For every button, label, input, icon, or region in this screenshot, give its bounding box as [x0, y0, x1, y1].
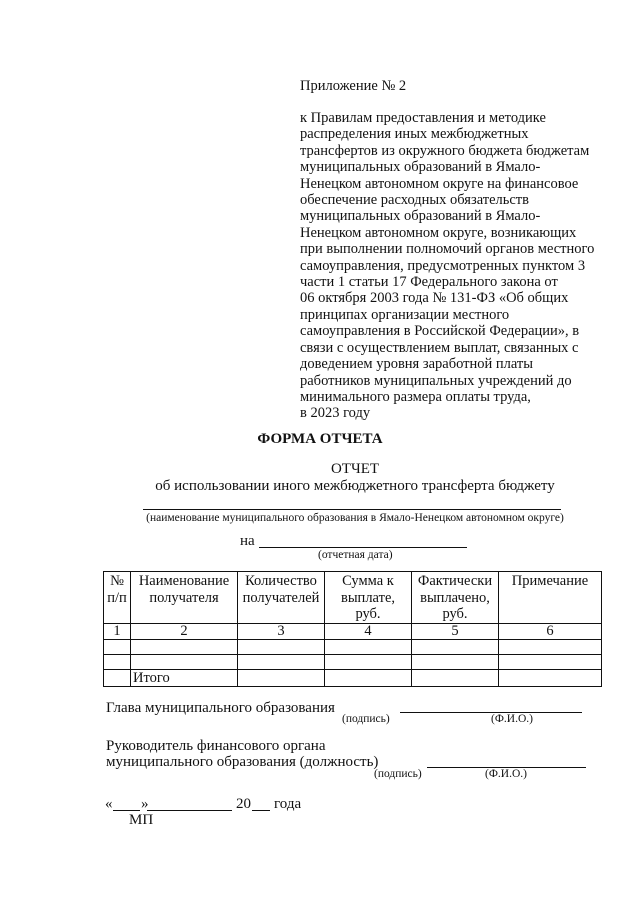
appendix-line: распределения иных межбюджетных [300, 126, 529, 143]
table-cell[interactable] [238, 639, 325, 654]
appendix-line: 06 октября 2003 года № 131-ФЗ «Об общих [300, 290, 569, 307]
appendix-line: работников муниципальных учреждений до [300, 372, 572, 389]
col-header-count: Количество получателей [238, 572, 325, 624]
table-cell[interactable] [325, 639, 412, 654]
appendix-line: доведением уровня заработной платы [300, 356, 534, 373]
table-row [104, 654, 602, 669]
appendix-title: Приложение № 2 [300, 78, 407, 94]
table-row [104, 639, 602, 654]
stamp-label: МП [129, 812, 154, 828]
year-prefix: 20 [236, 796, 251, 812]
column-number: 5 [412, 623, 499, 639]
report-date-line [259, 547, 467, 548]
col-header-amount-due: Сумма к выплате, руб. [325, 572, 412, 624]
table-cell[interactable] [238, 654, 325, 669]
table-cell[interactable] [104, 669, 131, 687]
table-cell[interactable] [131, 639, 238, 654]
finance-name-caption: (Ф.И.О.) [485, 768, 527, 780]
table-cell[interactable] [104, 654, 131, 669]
appendix-line: муниципальных образований в Ямало- [300, 208, 541, 225]
column-number: 3 [238, 623, 325, 639]
head-signature-caption: (подпись) [342, 713, 390, 725]
table-cell[interactable] [325, 669, 412, 687]
total-label: Итого [131, 669, 238, 687]
appendix-line: к Правилам предоставления и методике [300, 110, 546, 126]
appendix-line: принципах организации местного [300, 306, 510, 323]
table-cell[interactable] [325, 654, 412, 669]
date-open-quote: « [105, 796, 113, 812]
appendix-line: трансфертов из окружного бюджета бюджетам [300, 142, 590, 159]
table-cell[interactable] [238, 669, 325, 687]
day-line [113, 810, 140, 811]
appendix-line: Ненецком автономном округе, возникающих [300, 224, 577, 241]
appendix-line: муниципальных образований в Ямало- [300, 159, 541, 176]
month-line [147, 810, 232, 811]
report-date-caption: (отчетная дата) [318, 549, 393, 561]
table-cell[interactable] [412, 669, 499, 687]
appendix-line: части 1 статьи 17 Федерального закона от [300, 274, 558, 291]
appendix-line: в 2023 году [300, 405, 371, 422]
column-number: 4 [325, 623, 412, 639]
table-total-row [104, 669, 602, 687]
table-header-row [104, 572, 602, 624]
appendix-line: самоуправления, предусмотренных пунктом 3 [300, 257, 586, 274]
table-cell[interactable] [412, 654, 499, 669]
head-label: Глава муниципального образования [106, 700, 335, 716]
column-number: 1 [104, 623, 131, 639]
date-close-quote: » [141, 796, 149, 812]
year-line [252, 810, 270, 811]
col-header-amount-paid: Фактически выплачено, руб. [412, 572, 499, 624]
appendix-line: самоуправления в Российской Федерации», в [300, 323, 580, 340]
table-number-row [104, 623, 602, 639]
form-title: ФОРМА ОТЧЕТА [257, 431, 383, 447]
table-cell[interactable] [499, 639, 602, 654]
table-cell[interactable] [499, 669, 602, 687]
finance-head-label: Руководитель финансового органа [106, 738, 326, 754]
report-table [103, 571, 602, 687]
head-name-caption: (Ф.И.О.) [491, 713, 533, 725]
appendix-text [300, 110, 610, 422]
appendix-line: обеспечение расходных обязательств [300, 192, 529, 209]
column-number: 2 [131, 623, 238, 639]
table-cell[interactable] [104, 639, 131, 654]
table-cell[interactable] [131, 654, 238, 669]
table-cell[interactable] [412, 639, 499, 654]
appendix-line: Ненецком автономном округе на финансовое [300, 175, 579, 192]
col-header-recipient: Наименование получателя [131, 572, 238, 624]
report-title: ОТЧЕТ [330, 461, 380, 477]
column-number: 6 [499, 623, 602, 639]
finance-head-position: муниципального образования (должность) [106, 754, 379, 770]
finance-signature-caption: (подпись) [374, 768, 422, 780]
appendix-line: минимального размера оплаты труда, [300, 388, 531, 405]
table-cell[interactable] [499, 654, 602, 669]
appendix-line: при выполнении полномочий органов местного [300, 241, 595, 258]
municipality-caption: (наименование муниципального образования в Ямало-Ненецком автономном округе) [146, 512, 564, 524]
municipality-line [143, 509, 561, 510]
col-header-number: № п/п [104, 572, 131, 624]
report-subtitle: об использовании иного межбюджетного трансферта бюджету [155, 478, 555, 494]
year-suffix: года [274, 796, 302, 812]
appendix-line: связи с осуществлением выплат, связанных с [300, 339, 579, 356]
report-date-label: на [240, 533, 255, 549]
col-header-note: Примечание [499, 572, 602, 624]
